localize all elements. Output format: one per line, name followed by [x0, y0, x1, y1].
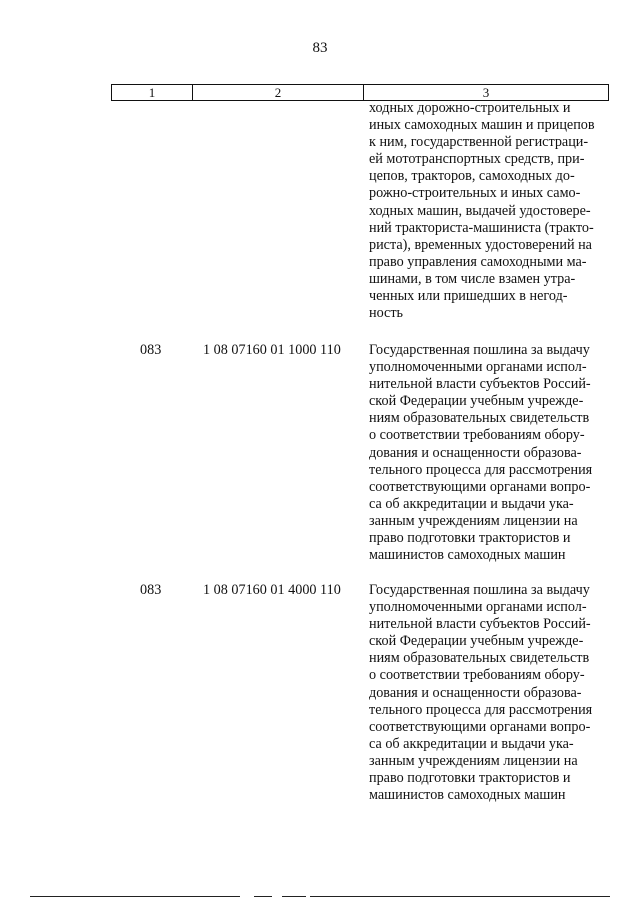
table-header-col1: 1: [112, 85, 193, 100]
row-1-description: [369, 342, 609, 564]
text-line: право подготовки трактористов и: [369, 530, 571, 547]
text-line: цепов, тракторов, самоходных до-: [369, 168, 575, 185]
text-line: о соответствии требованиям обору-: [369, 667, 585, 684]
text-line: дования и оснащенности образова-: [369, 444, 582, 461]
text-line: Государственная пошлина за выдачу: [369, 342, 590, 358]
table-header-col3: 3: [482, 84, 490, 100]
row-2-description: [369, 582, 609, 804]
row-2-kbk: 1 08 07160 01 4000 110: [203, 582, 341, 598]
text-line: ний тракториста-машиниста (тракто-: [369, 219, 594, 236]
text-line: Государственная пошлина за выдачу: [369, 582, 590, 598]
text-line: право подготовки трактористов и: [369, 770, 571, 787]
table-header-col2: 2: [193, 85, 364, 100]
text-line: занным учреждениям лицензии на: [369, 752, 578, 769]
text-line: са об аккредитации и выдачи ука-: [369, 495, 574, 512]
text-line: риста), временных удостоверений на: [369, 236, 592, 253]
text-line: ходных машин, выдачей удостовере-: [369, 202, 591, 219]
text-line: соответствующими органами вопро-: [369, 718, 591, 735]
text-line: машинистов самоходных машин: [369, 787, 566, 804]
row-1-admin-code: 083: [140, 342, 162, 358]
text-line: нительной власти субъектов Россий-: [369, 616, 591, 633]
text-line: к ним, государственной регистраци-: [369, 134, 589, 151]
row-2-admin-code: 083: [140, 582, 162, 598]
bottom-rule: [30, 896, 610, 899]
text-line: дования и оснащенности образова-: [369, 684, 582, 701]
text-line: уполномоченными органами испол-: [369, 359, 587, 376]
text-line: уполномоченными органами испол-: [369, 599, 587, 616]
text-line: ской Федерации учебным учрежде-: [369, 633, 584, 650]
text-line: право управления самоходными ма-: [369, 253, 587, 270]
text-line: ченных или пришедших в негод-: [369, 288, 568, 305]
text-line: са об аккредитации и выдачи ука-: [369, 735, 574, 752]
table-header: [111, 84, 609, 101]
text-line: ниям образовательных свидетельств: [369, 410, 590, 427]
page-number: 83: [312, 40, 328, 56]
continuation-text: [369, 100, 609, 322]
text-line: о соответствии требованиям обору-: [369, 427, 585, 444]
text-line: занным учреждениям лицензии на: [369, 512, 578, 529]
text-line: машинистов самоходных машин: [369, 547, 566, 564]
text-line: нительной власти субъектов Россий-: [369, 376, 591, 393]
text-line: шинами, в том числе взамен утра-: [369, 270, 576, 287]
text-line: ниям образовательных свидетельств: [369, 650, 590, 667]
text-line: соответствующими органами вопро-: [369, 478, 591, 495]
row-1-kbk: 1 08 07160 01 1000 110: [203, 342, 341, 358]
text-line: тельного процесса для рассмотрения: [369, 701, 593, 718]
text-line: рожно-строительных и иных само-: [369, 185, 581, 202]
text-line: иных самоходных машин и прицепов: [369, 117, 595, 134]
text-line: ской Федерации учебным учрежде-: [369, 393, 584, 410]
text-line: ходных дорожно-строительных и: [369, 100, 571, 116]
text-line: тельного процесса для рассмотрения: [369, 461, 593, 478]
text-line: ность: [369, 305, 404, 322]
text-line: ей мототранспортных средств, при-: [369, 151, 585, 168]
